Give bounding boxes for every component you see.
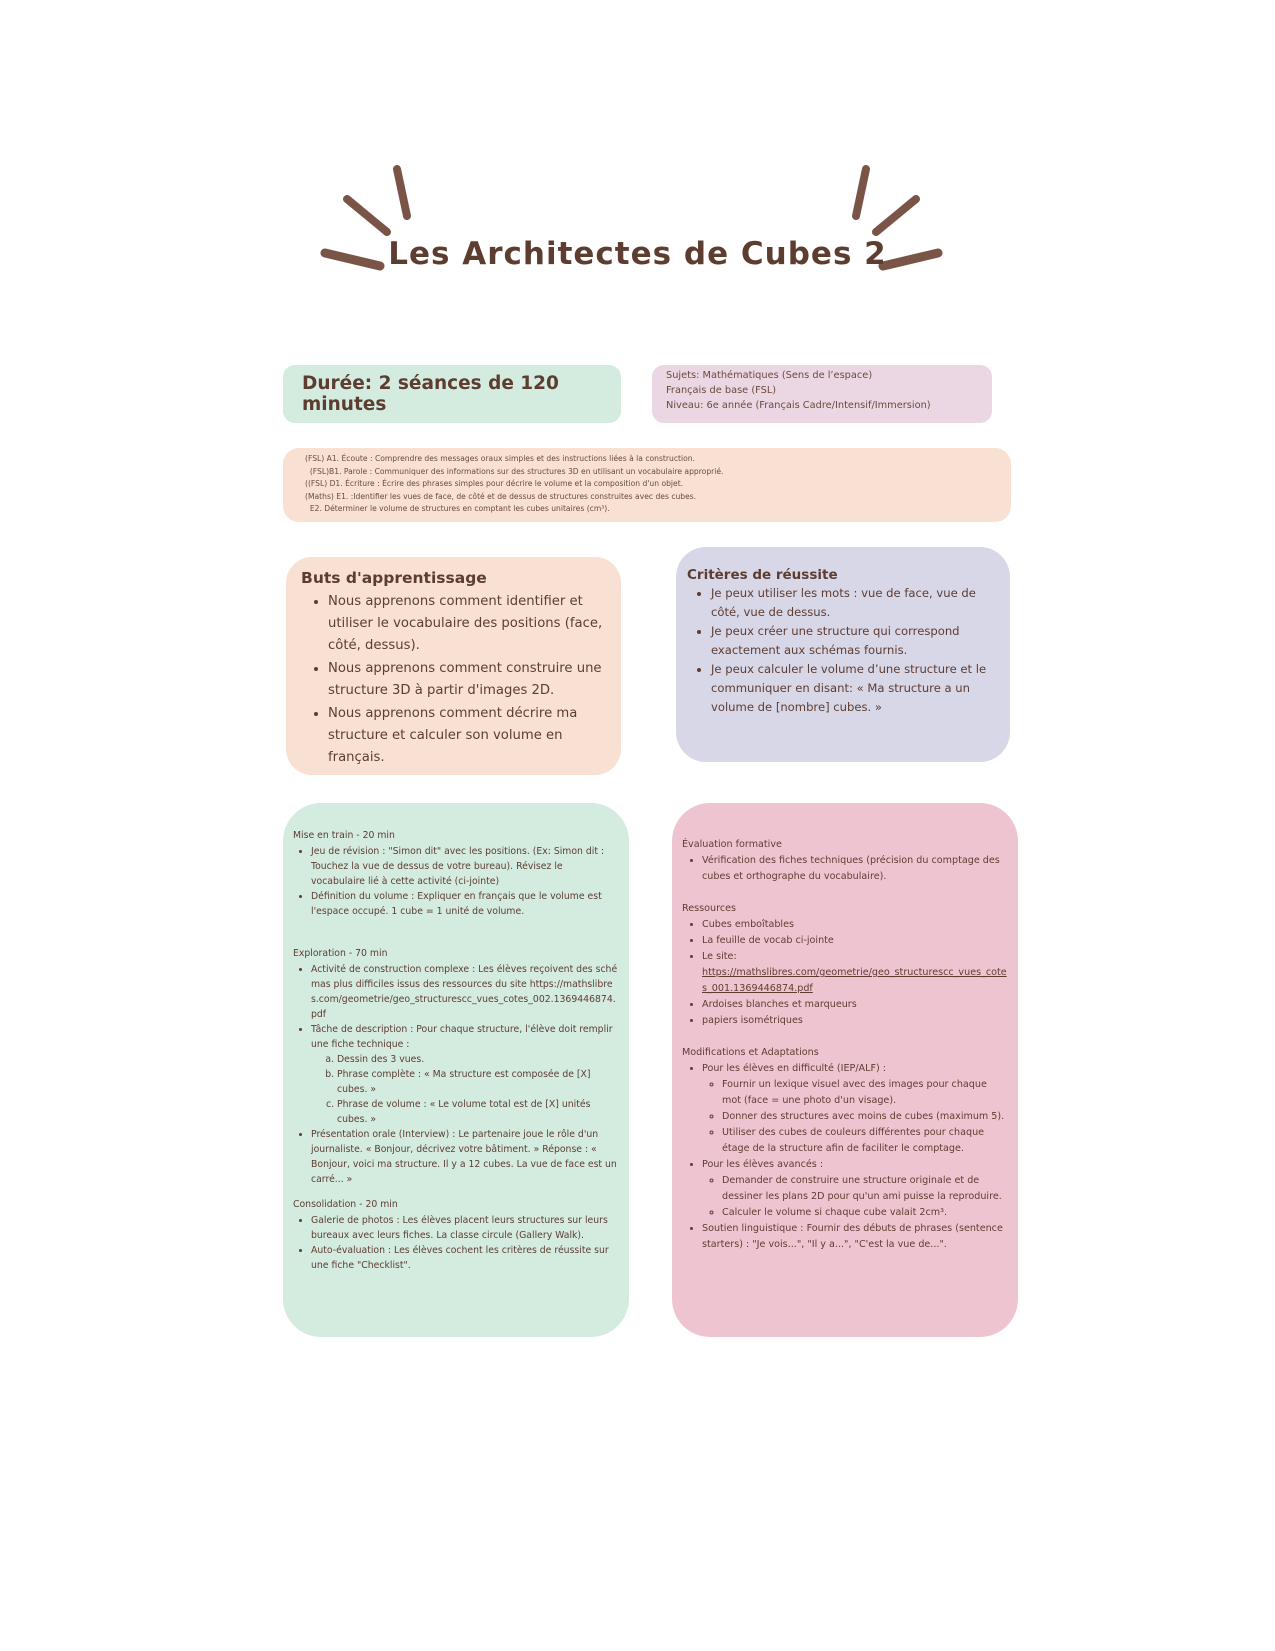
page-title: Les Architectes de Cubes 2 xyxy=(388,236,887,272)
consolidation-list xyxy=(293,1213,619,1273)
subject-line: Français de base (FSL) xyxy=(666,385,777,396)
resource-link[interactable]: https://mathslibres.com/geometrie/geo_structurescc_vues_cotes_001.1369446874.pdf xyxy=(702,967,1007,994)
list-item: • La feuille de vocab ci-jointe xyxy=(702,933,1008,949)
warmup-heading: Mise en train - 20 min xyxy=(293,830,395,841)
list-item: • Cubes emboîtables xyxy=(702,917,1008,933)
expectation-line: (Maths) E1. :Identifier les vues de face, de côté et de dessus de structures construites avec des cubes. xyxy=(305,491,697,501)
list-item: • Auto-évaluation : Les élèves cochent les critères de réussite sur une fiche "Checklist". xyxy=(311,1243,619,1273)
success-criteria-box xyxy=(676,547,1010,762)
list-item: • Je peux utiliser les mots : vue de face, vue de côté, vue de dessus. xyxy=(711,584,1006,622)
expectation-line: E2. Déterminer le volume de structures en comptant les cubes unitaires (cm³). xyxy=(305,504,610,514)
list-item: • Galerie de photos : Les élèves placent leurs structures sur leurs bureaux avec leurs fiches. La classe circule (Gallery Walk). xyxy=(311,1213,619,1243)
expectation-line: ((FSL) D1. Écriture : Écrire des phrases simples pour décrire le volume et la composition d'un objet. xyxy=(305,479,684,489)
list-item xyxy=(702,949,1008,997)
sublist-item: a. Dessin des 3 vues. xyxy=(337,1052,619,1067)
resources-heading: Ressources xyxy=(682,903,736,914)
sublist-item: ◦ Donner des structures avec moins de cubes (maximum 5). xyxy=(722,1109,1008,1125)
expectations-box xyxy=(283,448,1011,522)
list-item xyxy=(702,1061,1008,1157)
lesson-flow-box xyxy=(283,803,629,1337)
list-item: • Ardoises blanches et marqueurs xyxy=(702,997,1008,1013)
list-item: • Présentation orale (Interview) : Le partenaire joue le rôle d'un journaliste. « Bonjour, décrivez votre bâtiment. » Réponse : « Bonjour, voici ma structure. Il y a 12 cubes. La vue de face est un carré... » xyxy=(311,1127,619,1187)
resources-list xyxy=(682,917,1008,1029)
exploration-list xyxy=(293,962,619,1187)
warmup-list xyxy=(293,844,619,919)
list-item: • Je peux calculer le volume d’une structure et le communiquer en disant: « Ma structure a un volume de [nombre] cubes. » xyxy=(711,660,1006,717)
list-item xyxy=(702,1157,1008,1221)
success-criteria-list xyxy=(687,584,1006,717)
duration-box xyxy=(283,365,621,423)
subject-line: Sujets: Mathématiques (Sens de l’espace) xyxy=(666,370,873,381)
sublist-item: ◦ Calculer le volume si chaque cube valait 2cm³. xyxy=(722,1205,1008,1221)
site-label: Le site: xyxy=(702,951,737,962)
decorative-rays xyxy=(0,0,1275,320)
struggling-label: Pour les élèves en difficulté (IEP/ALF) : xyxy=(702,1063,887,1074)
task-sublist xyxy=(311,1052,619,1127)
advanced-sublist xyxy=(702,1173,1008,1221)
consolidation-heading: Consolidation - 20 min xyxy=(293,1199,398,1210)
expectation-line: (FSL)B1. Parole : Communiquer des informations sur des structures 3D en utilisant un vocabulaire approprié. xyxy=(305,466,724,476)
assessment-resources-box xyxy=(672,803,1018,1337)
sublist-item: c. Phrase de volume : « Le volume total est de [X] unités cubes. » xyxy=(337,1097,619,1127)
sublist-item: ◦ Fournir un lexique visuel avec des images pour chaque mot (face = une photo d'un visage). xyxy=(722,1077,1008,1109)
list-item: • Je peux créer une structure qui correspond exactement aux schémas fournis. xyxy=(711,622,1006,660)
list-item: • Définition du volume : Expliquer en français que le volume est l'espace occupé. 1 cube = 1 unité de volume. xyxy=(311,889,619,919)
list-item: • papiers isométriques xyxy=(702,1013,1008,1029)
list-item: • Nous apprenons comment identifier et utiliser le vocabulaire des positions (face, côté, dessus). xyxy=(328,591,617,657)
sublist-item: ◦ Utiliser des cubes de couleurs différentes pour chaque étage de la structure afin de faciliter le comptage. xyxy=(722,1125,1008,1157)
expectation-line: (FSL) A1. Écoute : Comprendre des messages oraux simples et des instructions liées à la construction. xyxy=(305,454,695,463)
learning-goals-list xyxy=(301,591,617,769)
list-item: • Soutien linguistique : Fournir des débuts de phrases (sentence starters) : "Je vois...", "Il y a...", "C'est la vue de...". xyxy=(702,1221,1008,1253)
exploration-heading: Exploration - 70 min xyxy=(293,948,388,959)
list-item: • Jeu de révision : "Simon dit" avec les positions. (Ex: Simon dit : Touchez la vue de dessus de votre bureau). Révisez le vocabulaire lié à cette activité (ci-jointe) xyxy=(311,844,619,889)
subjects-box xyxy=(652,365,992,423)
list-item: • Nous apprenons comment décrire ma structure et calculer son volume en français. xyxy=(328,703,617,769)
assessment-list xyxy=(682,853,1008,885)
list-item: • Nous apprenons comment construire une structure 3D à partir d'images 2D. xyxy=(328,658,617,702)
struggling-sublist xyxy=(702,1077,1008,1157)
grade-line: Niveau: 6e année (Français Cadre/Intensif/Immersion) xyxy=(666,400,931,411)
success-criteria-heading: Critères de réussite xyxy=(687,567,838,583)
list-item: • Activité de construction complexe : Les élèves reçoivent des schémas plus difficiles issus des ressources du site https://mathslibres.com/geometrie/geo_structurescc_vues_cotes_002.1369446874.pdf xyxy=(311,962,619,1022)
modifications-list xyxy=(682,1061,1008,1253)
duration-text: Durée: 2 séances de 120 minutes xyxy=(302,373,559,415)
sublist-item: ◦ Demander de construire une structure originale et de dessiner les plans 2D pour qu'un ami puisse la reproduire. xyxy=(722,1173,1008,1205)
list-item: • Vérification des fiches techniques (précision du comptage des cubes et orthographe du vocabulaire). xyxy=(702,853,1008,885)
list-item xyxy=(311,1022,619,1127)
learning-goals-heading: Buts d'apprentissage xyxy=(301,569,487,587)
task-description: Tâche de description : Pour chaque structure, l'élève doit remplir une fiche technique : xyxy=(311,1024,613,1050)
advanced-label: Pour les élèves avancés : xyxy=(702,1159,824,1170)
assessment-heading: Évaluation formative xyxy=(682,839,782,850)
modifications-heading: Modifications et Adaptations xyxy=(682,1047,819,1058)
learning-goals-box xyxy=(286,557,621,775)
sublist-item: b. Phrase complète : « Ma structure est composée de [X] cubes. » xyxy=(337,1067,619,1097)
